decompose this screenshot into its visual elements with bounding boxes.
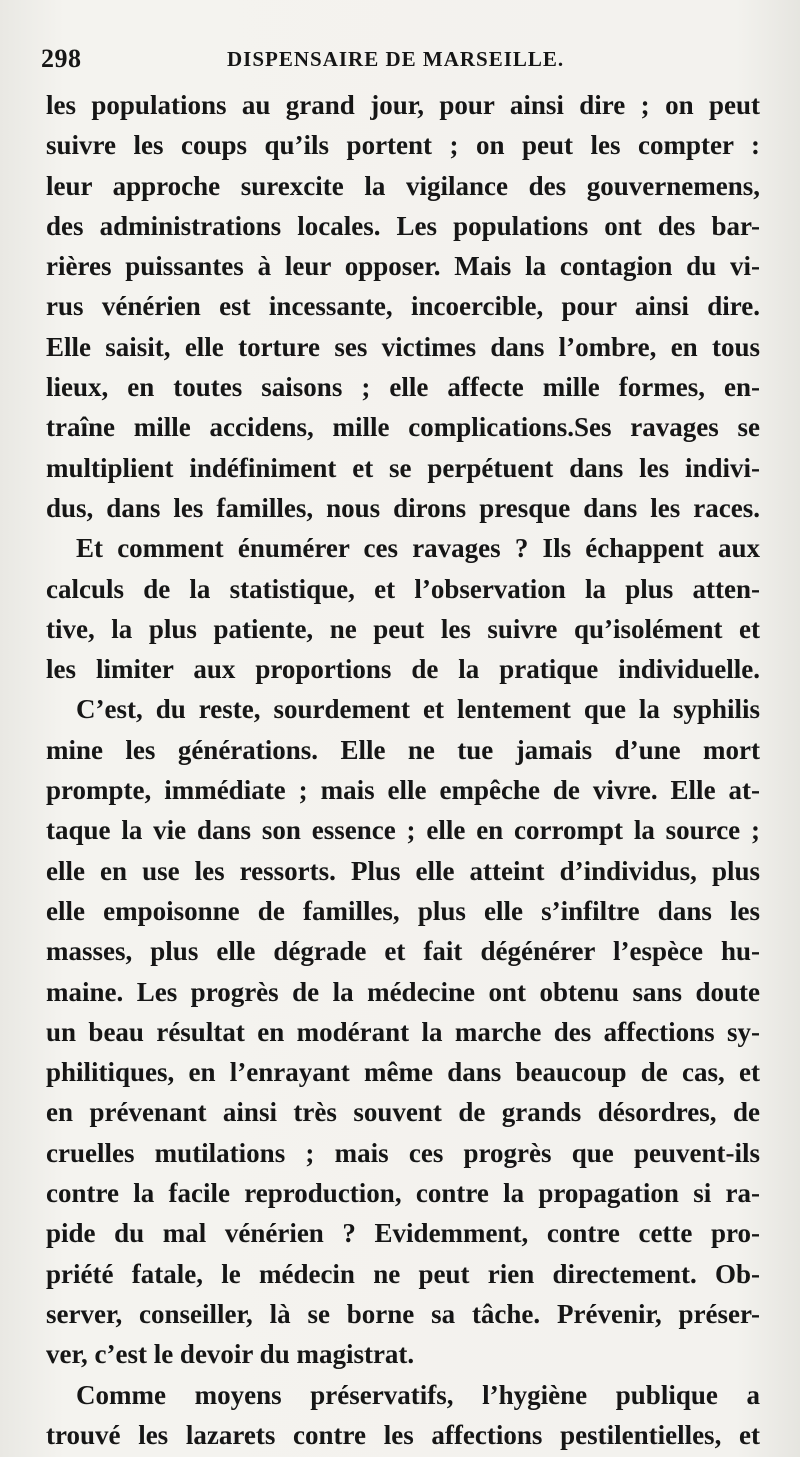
text-line: taque la vie dans son essence ; elle en corrompt la source ; xyxy=(46,815,760,846)
text-line: Comme moyens préservatifs, l’hygiène publique a xyxy=(76,1379,760,1410)
text-line: ver, c’est le devoir du magistrat. xyxy=(46,1339,415,1370)
text-line: C’est, du reste, sourdement et lentement que la syphilis xyxy=(76,694,760,725)
text-line: rières puissantes à leur opposer. Mais la contagion du vi- xyxy=(46,251,760,282)
text-line: calculs de la statistique, et l’observation la plus atten- xyxy=(46,573,760,604)
text-line: traîne mille accidens, mille complications.Ses ravages se xyxy=(46,412,760,443)
text-line: lieux, en toutes saisons ; elle affecte mille formes, en- xyxy=(46,372,760,403)
paragraph xyxy=(46,1375,760,1456)
paragraph xyxy=(46,689,760,1374)
body-text xyxy=(46,85,760,1455)
text-line: priété fatale, le médecin ne peut rien directement. Ob- xyxy=(46,1258,760,1289)
page-number: 298 xyxy=(41,44,82,73)
text-line: leur approche surexcite la vigilance des gouvernemens, xyxy=(46,170,760,201)
text-line: multiplient indéfiniment et se perpétuent dans les indivi- xyxy=(46,452,760,483)
text-line: server, conseiller, là se borne sa tâche. Prévenir, préser- xyxy=(46,1298,760,1329)
text-line: dus, dans les familles, nous dirons presque dans les races. xyxy=(46,492,760,523)
text-line: prompte, immédiate ; mais elle empêche de vivre. Elle at- xyxy=(46,775,760,806)
paragraph xyxy=(46,85,760,528)
text-line: maine. Les progrès de la médecine ont obtenu sans doute xyxy=(46,976,760,1007)
running-head xyxy=(41,44,761,74)
text-line: contre la facile reproduction, contre la propagation si ra- xyxy=(46,1178,760,1209)
text-line: pide du mal vénérien ? Evidemment, contre cette pro- xyxy=(46,1218,760,1249)
text-line: cruelles mutilations ; mais ces progrès que peuvent-ils xyxy=(46,1137,760,1168)
text-line: un beau résultat en modérant la marche des affections sy- xyxy=(46,1016,760,1047)
text-line: elle empoisonne de familles, plus elle s’infiltre dans les xyxy=(46,895,760,926)
text-line: en prévenant ainsi très souvent de grands désordres, de xyxy=(46,1097,760,1128)
text-line: suivre les coups qu’ils portent ; on peut les compter : xyxy=(46,130,760,161)
text-line: rus vénérien est incessante, incoercible, pour ainsi dire. xyxy=(46,291,760,322)
text-line: philitiques, en l’enrayant même dans beaucoup de cas, et xyxy=(46,1057,760,1088)
text-line: des administrations locales. Les populations ont des bar- xyxy=(46,210,760,241)
text-line: trouvé les lazarets contre les affections pestilentielles, et xyxy=(46,1419,760,1450)
text-line: masses, plus elle dégrade et fait dégénérer l’espèce hu- xyxy=(46,936,760,967)
text-line: tive, la plus patiente, ne peut les suivre qu’isolément et xyxy=(46,613,760,644)
text-line: Elle saisit, elle torture ses victimes dans l’ombre, en tous xyxy=(46,331,760,362)
text-line: Et comment énumérer ces ravages ? Ils échappent aux xyxy=(76,533,760,564)
text-line: elle en use les ressorts. Plus elle atteint d’individus, plus xyxy=(46,855,760,886)
text-line: mine les générations. Elle ne tue jamais d’une mort xyxy=(46,734,760,765)
paragraph xyxy=(46,528,760,689)
text-line: les populations au grand jour, pour ainsi dire ; on peut xyxy=(46,90,760,120)
text-line: les limiter aux proportions de la pratique individuelle. xyxy=(46,654,760,685)
running-title: DISPENSAIRE DE MARSEILLE. xyxy=(227,47,565,71)
